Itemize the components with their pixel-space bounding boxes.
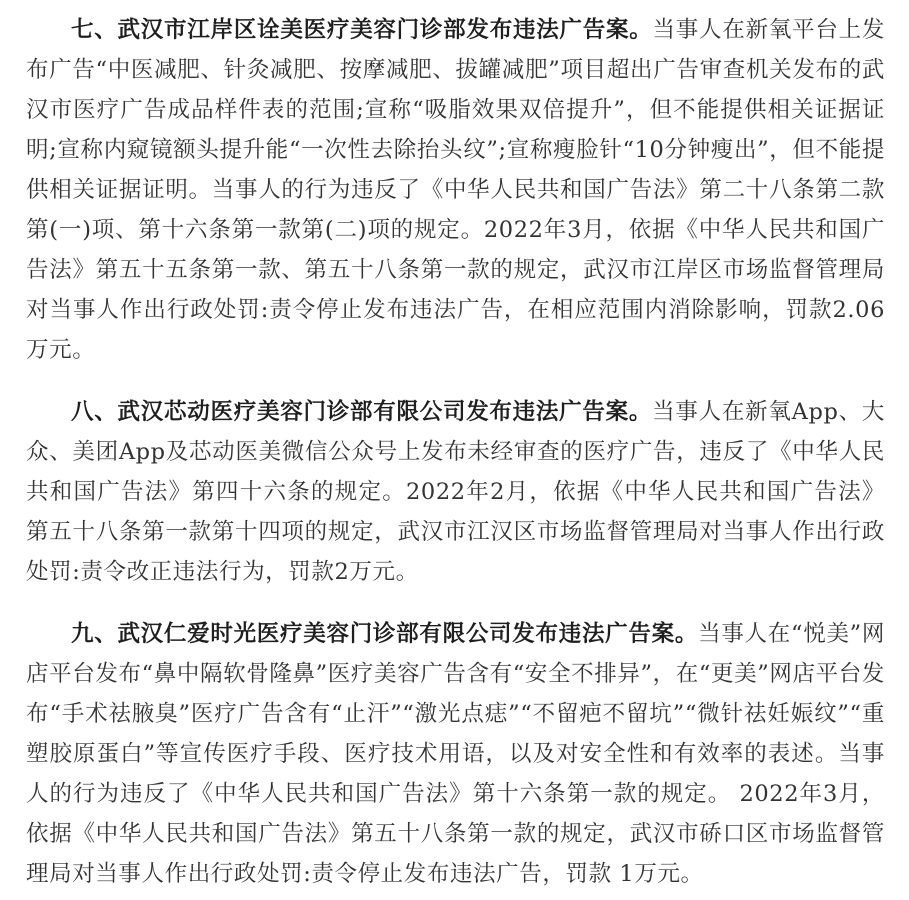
case-paragraph-9	[26, 614, 885, 894]
case-body-7: 当事人在新氧平台上发布广告“中医减肥、针灸减肥、按摩减肥、拔罐减肥”项目超出广告审查机关发布的武汉市医疗广告成品样件表的范围;宣称“吸脂效果双倍提升”，但不能提供相关证据证明;宣称内窥镜额头提升能“一次性去除抬头纹”;宣称瘦脸针“10分钟瘦出”，但不能提供相关证据证明。当事人的行为违反了《中华人民共和国广告法》第二十八条第二款第(一)项、第十六条第一款第(二)项的规定。2022年3月，依据《中华人民共和国广告法》第五十五条第一款、第五十八条第一款的规定，武汉市江岸区市场监督管理局对当事人作出行政处罚:责令停止发布违法广告，在相应范围内消除影响，罚款2.06万元。	[26, 17, 885, 363]
case-body-8: 当事人在新氧App、大众、美团App及芯动医美微信公众号上发布未经审查的医疗广告，违反了《中华人民共和国广告法》第四十六条的规定。2022年2月，依据《中华人民共和国广告法》第五十八条第一款第十四项的规定，武汉市江汉区市场监督管理局对当事人作出行政处罚:责令改正违法行为，罚款2万元。	[26, 399, 885, 585]
case-heading-7: 七、武汉市江岸区诠美医疗美容门诊部发布违法广告案。	[71, 17, 653, 43]
case-body-9: 当事人在“悦美”网店平台发布“鼻中隔软骨隆鼻”医疗美容广告含有“安全不排异”，在“更美”网店平台发布“手术祛腋臭”医疗广告含有“止汗”“激光点痣”“不留疤不留坑”“微针祛妊娠纹”“重塑胶原蛋白”等宣传医疗手段、医疗技术用语，以及对安全性和有效率的表述。当事人的行为违反了《中华人民共和国广告法》第十六条第一款的规定。 2022年3月，依据《中华人民共和国广告法》第五十八条第一款的规定，武汉市硚口区市场监督管理局对当事人作出行政处罚:责令停止发布违法广告，罚款 1万元。	[26, 621, 886, 887]
case-paragraph-7	[26, 10, 885, 370]
case-paragraph-8	[26, 392, 885, 592]
case-heading-9: 九、武汉仁爱时光医疗美容门诊部有限公司发布违法广告案。	[71, 621, 699, 647]
case-heading-8: 八、武汉芯动医疗美容门诊部有限公司发布违法广告案。	[71, 399, 653, 425]
